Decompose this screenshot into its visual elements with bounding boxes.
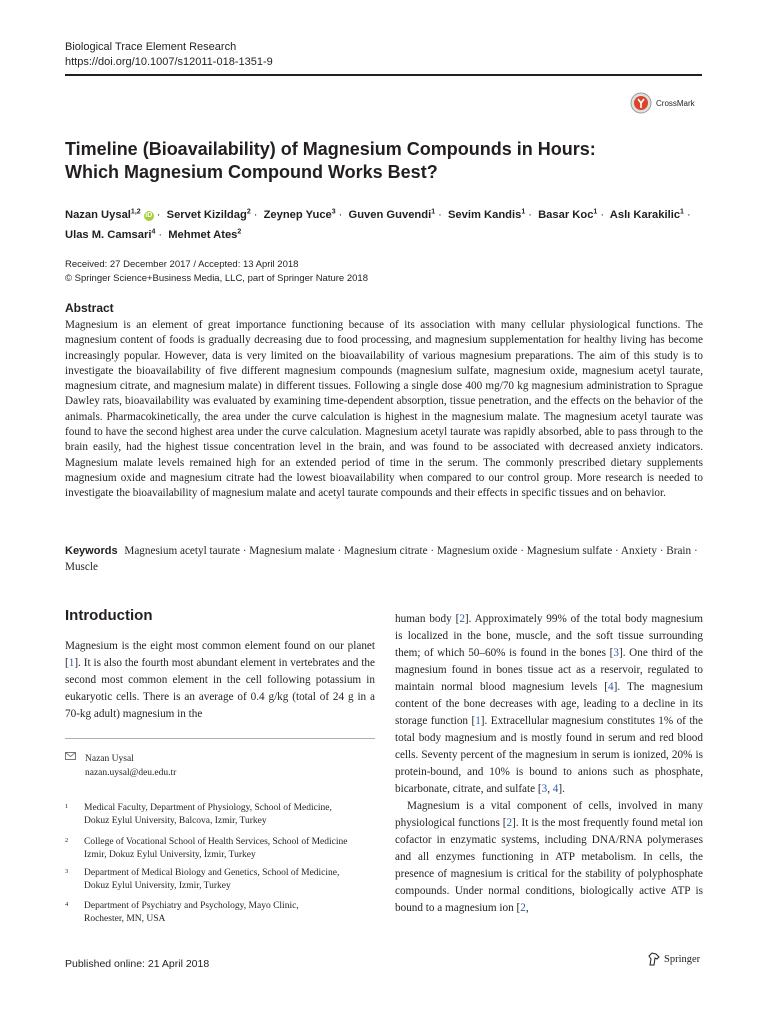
keywords-heading: Keywords: [65, 545, 118, 557]
affiliation: 4 Department of Psychiatry and Psychology, Mayo Clinic, Rochester, MN, USA: [65, 901, 299, 924]
keyword: Magnesium oxide: [436, 545, 518, 557]
article-title: Timeline (Bioavailability) of Magnesium Compounds in Hours: Which Magnesium Compound Works Best?: [65, 139, 596, 182]
affiliation: 3 Department of Medical Biology and Genetics, School of Medicine, Dokuz Eylul University, Izmir, Turkey: [65, 868, 340, 891]
author[interactable]: Ulas M. Camsari$^4$: [65, 228, 156, 242]
journal-header: [65, 40, 273, 70]
article-dates: [65, 258, 368, 286]
crossmark-icon: [630, 92, 652, 114]
citation-link[interactable]: 2: [459, 613, 465, 625]
springer-logo: [648, 952, 700, 966]
springer-horse-icon: [648, 952, 660, 966]
author[interactable]: Servet Kizildag$^2$: [166, 208, 251, 221]
citation-link[interactable]: 4: [552, 783, 559, 795]
citation-link[interactable]: 1: [68, 657, 75, 669]
affiliation: 1 Medical Faculty, Department of Physiology, School of Medicine, Dokuz Eylul University, Balcova, Izmir, Turkey: [65, 803, 332, 826]
author[interactable]: Basar Koc$^1$: [538, 208, 598, 221]
publisher-name: Springer: [664, 953, 701, 965]
keyword: Brain: [666, 545, 692, 557]
keyword: Magnesium acetyl taurate: [124, 545, 240, 557]
envelope-icon: [65, 752, 76, 760]
footnote-rule: [65, 738, 375, 739]
orcid-icon[interactable]: iD: [145, 211, 153, 219]
copyright: © Springer Science+Business Media, LLC, part of Springer Nature 2018: [65, 273, 368, 284]
author[interactable]: Zeynep Yuce$^3$: [263, 208, 336, 221]
corresponding-author-name: Nazan Uysal: [85, 754, 134, 764]
crossmark-label: CrossMark: [656, 98, 695, 108]
author[interactable]: Sevim Kandis$^1$: [447, 208, 526, 221]
corresponding-author-email[interactable]: nazan.uysal@deu.edu.tr: [85, 768, 177, 778]
keyword: Magnesium malate: [249, 545, 335, 557]
citation-link[interactable]: 3: [541, 783, 548, 795]
doi-link[interactable]: https://doi.org/10.1007/s12011-018-1351-9: [65, 56, 273, 68]
citation-link[interactable]: 4: [608, 681, 614, 693]
abstract-text: Magnesium is an element of great importance functioning because of its association with many cellular physiological functions. The magnesium content of foods is gradually decreasing due to food processing, and magnesium supplementation for healthy living has become increasingly popular. However, data is very limited on the bioavailability of various magnesium preparations. The aim of this study is to investigate the bioavailability of five different magnesium compounds (magnesium sulfate, magnesium oxide, magnesium acetyl taurate, magnesium citrate, and magnesium malate) in different tissues. Following a single dose 400 mg/70 kg magnesium administration to Sprague Dawley rats, bioavailability was evaluated by examining time-dependent absorption, tissue penetration, and the effects on the behavior of the animals. Pharmacokinetically, the area under the curve calculation is highest in the magnesium malate. The magnesium acetyl taurate was found to have the second highest area under the curve calculation. Magnesium acetyl taurate was rapidly absorbed, able to pass through to the brain easily, had the highest tissue concentration level in the brain, and was found to be associated with decreased anxiety indicators. Magnesium malate levels remained high for an extended period of time in the serum. The commonly prescribed dietary supplements magnesium oxide and magnesium citrate had the lowest bioavailability when compared to our control group. More research is needed to investigate the bioavailability of magnesium malate and acetyl taurate compounds and their effects in specific tissues and on behavior.: [65, 319, 703, 500]
abstract-heading: Abstract: [65, 301, 114, 315]
keyword: Magnesium sulfate: [526, 545, 613, 557]
published-date: Published online: 21 April 2018: [65, 958, 210, 970]
intro-left-column: [65, 638, 375, 723]
citation-link[interactable]: 1: [475, 715, 481, 727]
crossmark-badge[interactable]: [630, 92, 695, 114]
intro-right-column: [395, 611, 703, 917]
author[interactable]: Mehmet Ates$^2$: [168, 228, 242, 242]
intro-paragraph: Magnesium is the eight most common element found on our planet [1]. It is also the fourth most abundant element in vertebrates and the second most common element in the cell following potassium in eukaryotic cells. There is an average of 0.4 g/kg (total of 24 g in a 70-kg adult) magnesium in the: [65, 640, 375, 720]
keyword: Muscle: [65, 561, 98, 573]
journal-name: Biological Trace Element Research: [65, 41, 237, 53]
citation-link[interactable]: 3: [613, 647, 619, 659]
affiliation: 2 College of Vocational School of Health Services, School of Medicine Izmir, Dokuz Eylul University, İzmir, Turkey: [65, 837, 348, 860]
author[interactable]: Guven Guvendi$^1$: [348, 208, 436, 221]
citation-link[interactable]: 2: [520, 902, 526, 914]
received-accepted: Received: 27 December 2017 / Accepted: 13 April 2018: [65, 259, 299, 270]
intro-paragraph: Magnesium is a vital component of cells, involved in many physiological functions [2]. It is the most frequently found metal ion cofactor in enzymatic systems, including DNA/RNA polymerases and all enzymes functioning in ATP metabolism. In cells, the presence of magnesium is critical for the stability of polyphosphate compounds. Under normal conditions, biologically active ATP is bound to a magnesium ion [2,: [395, 800, 703, 914]
author[interactable]: Aslı Karakilic$^1$: [609, 208, 684, 221]
citation-link[interactable]: 2: [506, 817, 513, 829]
introduction-heading: Introduction: [65, 607, 153, 624]
header-rule: [65, 74, 702, 76]
author[interactable]: Nazan Uysal$^{1,2}$ iD: [65, 208, 153, 221]
keyword: Anxiety: [620, 545, 657, 557]
author-list: Nazan Uysal$^{1,2}$ iD · Servet Kizildag$^2$ · Zeynep Yuce$^3$ · Guven Guvendi$^1$ · Sevim Kandis$^1$ · Basar Koc$^1$ · Aslı Karakilic$^1$ · Ulas M. Camsari$^4$ · Mehmet Ates$^2$: [65, 208, 691, 242]
keyword: Magnesium citrate: [344, 545, 428, 557]
keywords: Keywords Magnesium acetyl taurate · Magnesium malate · Magnesium citrate · Magnesium oxide · Magnesium sulfate · Anxiety · Brain · Muscle: [65, 545, 698, 573]
intro-paragraph: human body [2]. Approximately 99% of the total body magnesium is localized in the bone, muscle, and the soft tissue surrounding them; of which 50–60% is found in the bones [3]. One third of the magnesium found in bones tissue act as a reservoir, regulated to maintain normal blood magnesium levels [4]. The magnesium content of the bone decreases with age, leading to a decline in its storage function [1]. Extracellular magnesium constitutes 1% of the total body magnesium and is mostly found in serum and red blood cells. Seventy percent of the magnesium in serum is ionized, 20% is protein-bound, and 10% is bound to anions such as phosphate, bicarbonate, citrate, and sulfate [3, 4].: [395, 613, 703, 795]
correspondence: [65, 752, 176, 780]
